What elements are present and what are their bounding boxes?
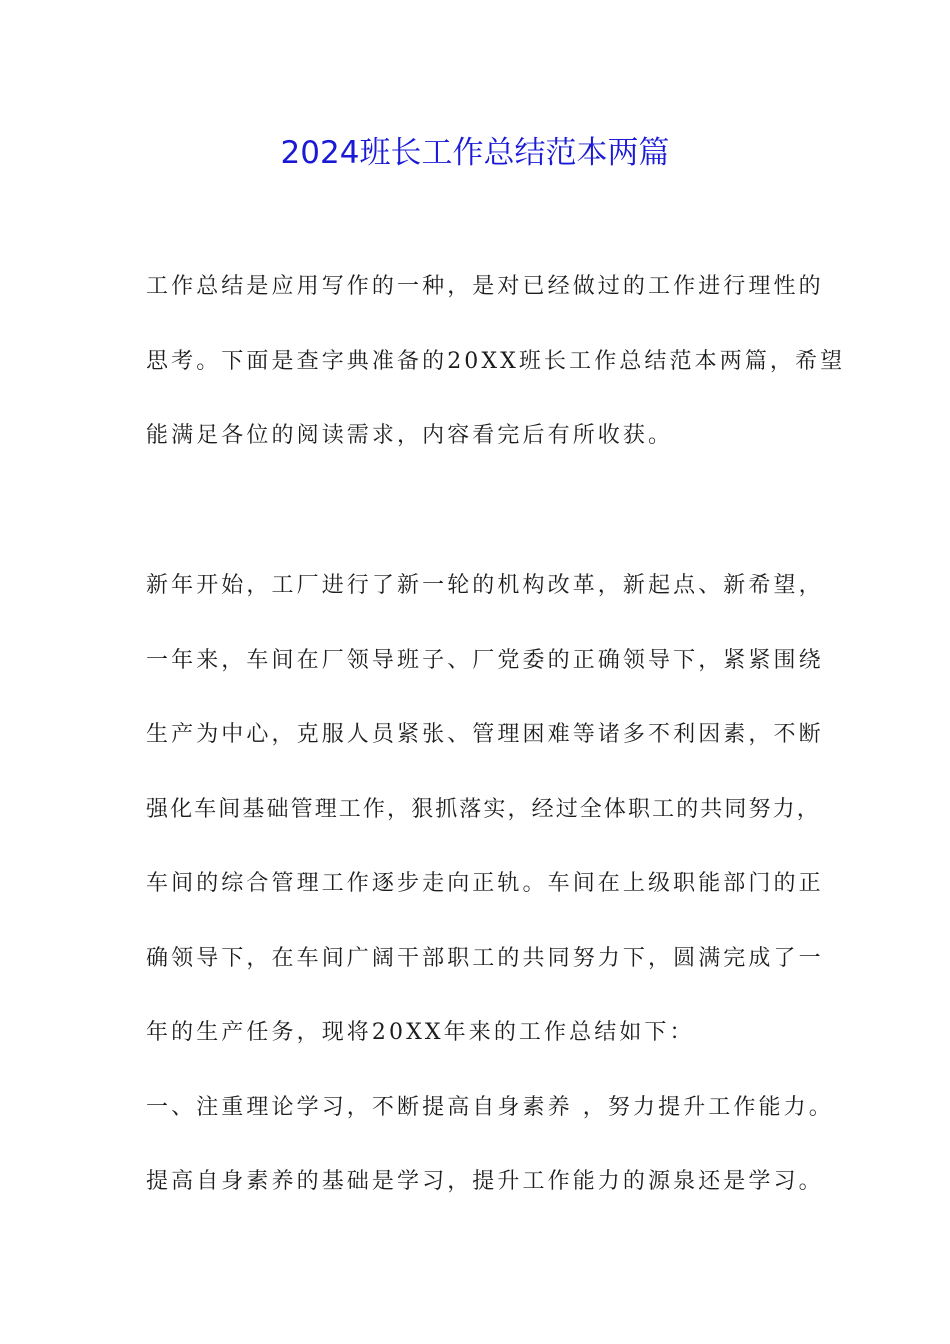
body-line: 车间的综合管理工作逐步走向正轨。车间在上级职能部门的正 (146, 871, 824, 896)
body-line: 年的生产任务，现将20XX年来的工作总结如下： (146, 1020, 695, 1045)
intro-line: 能满足各位的阅读需求，内容看完后有所收获。 (146, 423, 674, 448)
document-title: 2024班长工作总结范本两篇 (280, 135, 670, 171)
intro-line: 工作总结是应用写作的一种，是对已经做过的工作进行理性的 (146, 274, 824, 299)
body-line: 确领导下，在车间广阔干部职工的共同努力下，圆满完成了一 (146, 945, 824, 971)
intro-paragraph (146, 250, 846, 474)
body-line: 一年来，车间在厂领导班子、厂党委的正确领导下，紧紧围绕 (146, 647, 824, 673)
body-line: 提高自身素养的基础是学习，提升工作能力的源泉还是学习。 (146, 1169, 824, 1194)
intro-line: 思考。下面是查字典准备的20XX班长工作总结范本两篇，希望 (146, 348, 846, 374)
body-line: 强化车间基础管理工作，狠抓落实，经过全体职工的共同努力， (146, 796, 821, 822)
body-line: 生产为中心，克服人员紧张、管理困难等诸多不利因素，不断 (146, 722, 824, 747)
body-line: 新年开始，工厂进行了新一轮的机构改革，新起点、新希望， (146, 573, 824, 598)
section-heading: 一、注重理论学习，不断提高自身素养 ，努力提升工作能力。 (146, 1094, 834, 1120)
body-paragraph (146, 549, 834, 1220)
